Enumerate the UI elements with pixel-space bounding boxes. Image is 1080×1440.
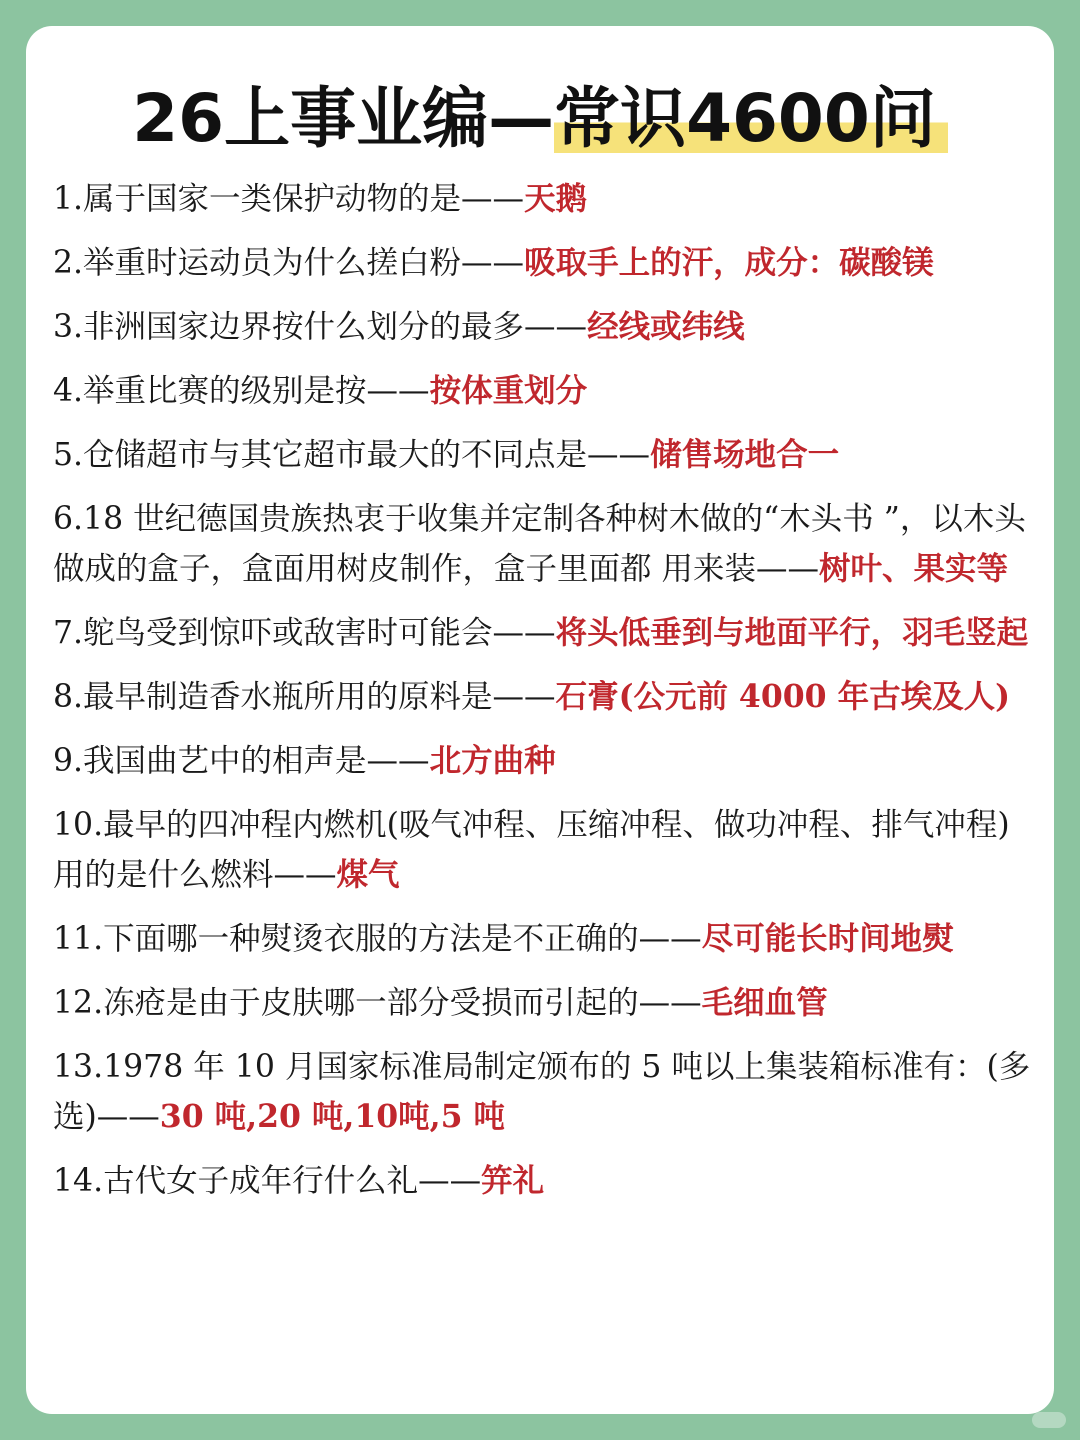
list-item (53, 494, 1033, 594)
question-text: 2.举重时运动员为什么搓白粉—— (53, 245, 525, 281)
qa-list (53, 174, 1033, 1220)
list-item (53, 1156, 1033, 1206)
question-text: 6.18 世纪德国贵族热衷于收集并定制各种树木做的“木头书 ”，以木头做成的盒子，盒面用树皮制作，盒子里面都 用来装—— (53, 501, 1026, 587)
question-text: 7.鸵鸟受到惊吓或敌害时可能会—— (53, 615, 556, 651)
watermark-logo (1032, 1412, 1066, 1428)
question-text: 12.冻疮是由于皮肤哪一部分受损而引起的—— (53, 985, 702, 1021)
list-item (53, 672, 1033, 722)
question-text: 8.最早制造香水瓶所用的原料是—— (53, 679, 556, 715)
question-text: 13.1978 年 10 月国家标准局制定颁布的 5 吨以上集装箱标准有：(多选)—— (53, 1049, 1031, 1135)
question-text: 10.最早的四冲程内燃机(吸气冲程、压缩冲程、做功冲程、排气冲程)用的是什么燃料—— (53, 807, 1010, 893)
answer-text: 30 吨,20 吨,10吨,5 吨 (159, 1098, 506, 1135)
content-card (26, 26, 1054, 1414)
list-item (53, 174, 1033, 224)
list-item (53, 736, 1033, 786)
list-item (53, 800, 1033, 900)
question-text: 14.古代女子成年行什么礼—— (53, 1163, 482, 1199)
title-main: 26上事业编— (132, 80, 555, 157)
question-text: 9.我国曲艺中的相声是—— (53, 743, 430, 779)
answer-text: 毛细血管 (701, 984, 828, 1021)
answer-text: 储售场地合一 (650, 436, 840, 473)
answer-text: 煤气 (336, 856, 400, 893)
answer-text: 尽可能长时间地熨 (701, 920, 954, 957)
list-item (53, 302, 1033, 352)
list-item (53, 366, 1033, 416)
question-text: 3.非洲国家边界按什么划分的最多—— (53, 309, 588, 345)
question-text: 4.举重比赛的级别是按—— (53, 373, 430, 409)
answer-text: 树叶、果实等 (819, 550, 1009, 587)
list-item (53, 608, 1033, 658)
answer-text: 吸取手上的汗，成分：碳酸镁 (524, 244, 934, 281)
answer-text: 经线或纬线 (587, 308, 745, 345)
title-highlight: 常识4600问 (554, 80, 948, 157)
list-item (53, 238, 1033, 288)
list-item (53, 978, 1033, 1028)
answer-text: 天鹅 (524, 180, 588, 217)
question-text: 11.下面哪一种熨烫衣服的方法是不正确的—— (53, 921, 702, 957)
answer-text: 北方曲种 (429, 742, 556, 779)
question-text: 1.属于国家一类保护动物的是—— (53, 181, 525, 217)
answer-text: 笄礼 (481, 1162, 545, 1199)
list-item (53, 914, 1033, 964)
page-title (26, 78, 1054, 160)
answer-text: 石膏(公元前 4000 年古埃及人) (555, 678, 1010, 715)
answer-text: 按体重划分 (429, 372, 588, 409)
question-text: 5.仓储超市与其它超市最大的不同点是—— (53, 437, 651, 473)
answer-text: 将头低垂到与地面平行，羽毛竖起 (555, 614, 1029, 651)
list-item (53, 1042, 1033, 1142)
list-item (53, 430, 1033, 480)
